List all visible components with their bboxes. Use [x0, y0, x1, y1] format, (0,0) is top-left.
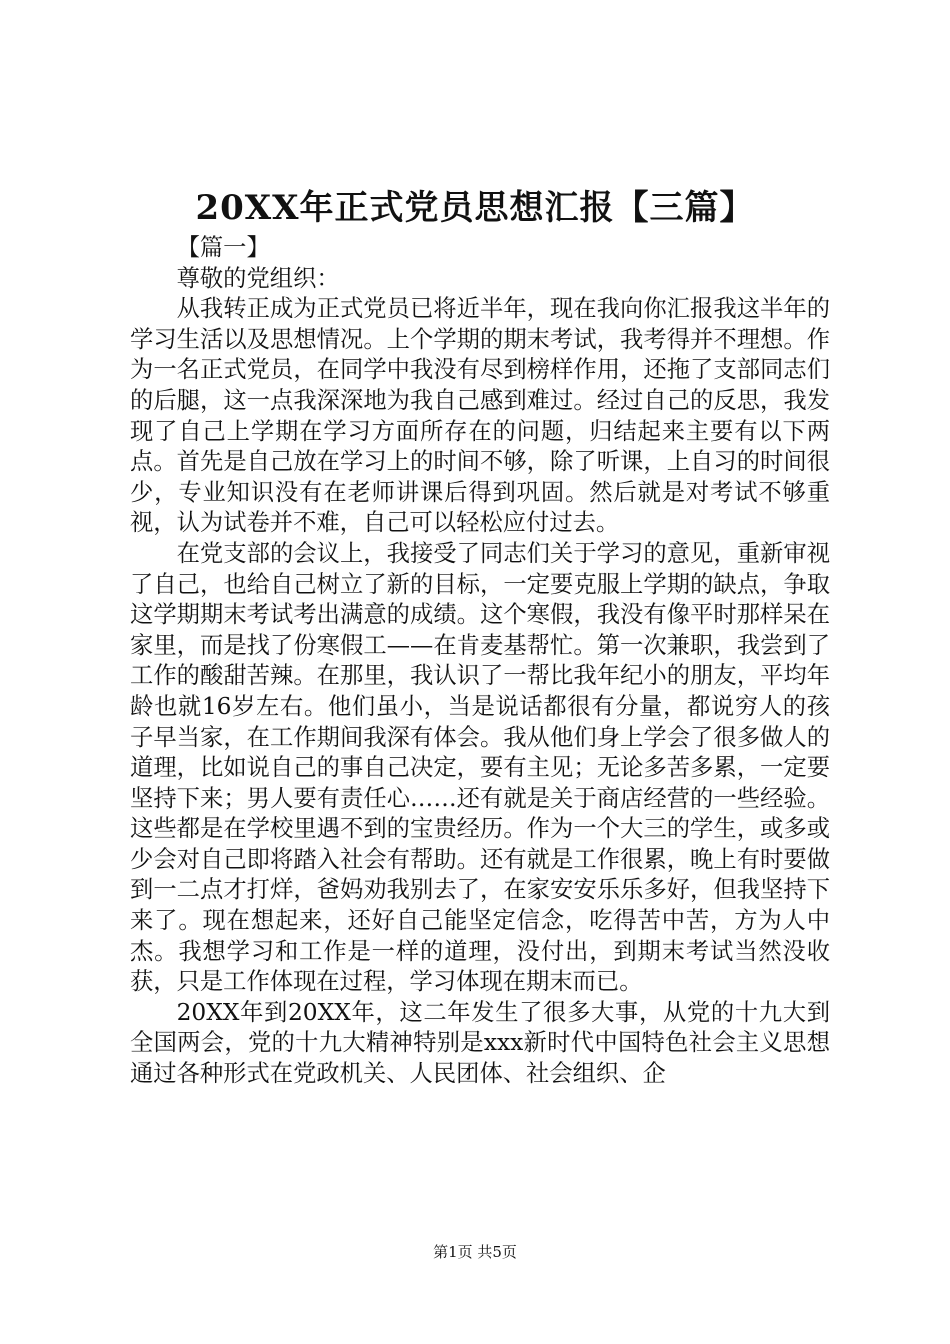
- paragraph-1: 从我转正成为正式党员已将近半年，现在我向你汇报我这半年的学习生活以及思想情况。上个学期的期末考试，我考得并不理想。作为一名正式党员，在同学中我没有尽到榜样作用，还拖了支部同志们的后腿，这一点我深深地为我自己感到难过。经过自己的反思，我发现了自己上学期在学习方面所存在的问题，归结起来主要有以下两点。首先是自己放在学习上的时间不够，除了听课，上自习的时间很少，专业知识没有在老师讲课后得到巩固。然后就是对考试不够重视，认为试卷并不难，自己可以轻松应付过去。: [130, 295, 830, 537]
- paragraph-3: 20XX年到20XX年，这二年发生了很多大事，从党的十九大到全国两会，党的十九大精神特别是xxx新时代中国特色社会主义思想通过各种形式在党政机关、人民团体、社会组织、企: [130, 998, 830, 1088]
- paragraph-2: 在党支部的会议上，我接受了同志们关于学习的意见，重新审视了自己，也给自己树立了新的目标，一定要克服上学期的缺点，争取这学期期末考试考出满意的成绩。这个寒假，我没有像平时那样呆在家里，而是找了份寒假工——在肯麦基帮忙。第一次兼职，我尝到了工作的酸甜苦辣。在那里，我认识了一帮比我年纪小的朋友，平均年龄也就16岁左右。他们虽小，当是说话都很有分量，都说穷人的孩子早当家，在工作期间我深有体会。我从他们身上学会了很多做人的道理，比如说自己的事自己决定，要有主见；无论多苦多累，一定要坚持下来；男人要有责任心……还有就是关于商店经营的一些经验。这些都是在学校里遇不到的宝贵经历。作为一个大三的学生，或多或少会对自己即将踏入社会有帮助。还有就是工作很累，晚上有时要做到一二点才打烊，爸妈劝我别去了，在家安安乐乐多好，但我坚持下来了。现在想起来，还好自己能坚定信念，吃得苦中苦，方为人中杰。我想学习和工作是一样的道理，没付出，到期末考试当然没收获，只是工作体现在过程，学习体现在期末而已。: [130, 539, 830, 996]
- document-body: [130, 233, 830, 1090]
- section-label: 【篇一】: [176, 234, 270, 261]
- salutation: 尊敬的党组织：: [176, 264, 340, 292]
- document-title: 20XX年正式党员思想汇报【三篇】: [195, 188, 755, 228]
- page-footer: 第1页 共5页: [433, 1243, 517, 1261]
